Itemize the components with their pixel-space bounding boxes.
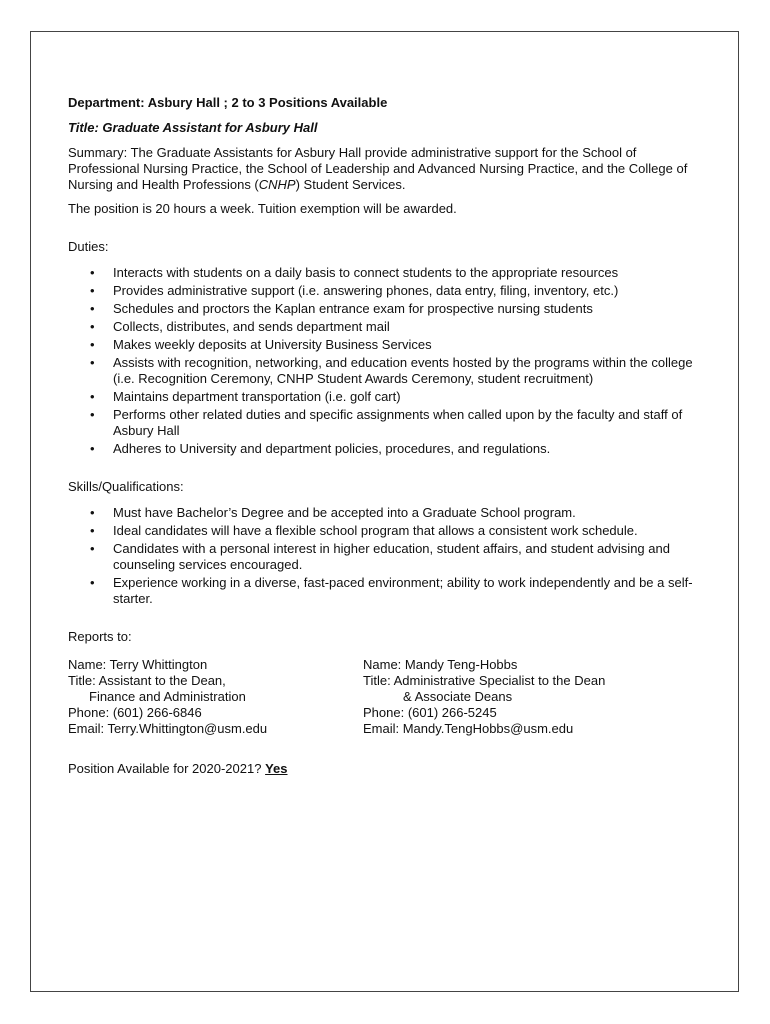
skill-item: • Candidates with a personal interest in higher education, student affairs, and student advising and counseling services encouraged. [113,541,708,573]
hours-paragraph: The position is 20 hours a week. Tuition exemption will be awarded. [68,201,457,216]
contact-terry-whittington [68,657,363,737]
department-heading: Department: Asbury Hall ; 2 to 3 Positions Available [68,95,388,110]
duty-item: • Makes weekly deposits at University Business Services [113,337,708,353]
duty-item: • Assists with recognition, networking, and education events hosted by the programs within the college (i.e. Recognition Ceremony, CNHP Student Awards Ceremony, student recruitment) [113,355,708,387]
contact-title: Title: Administrative Specialist to the Dean [363,673,606,688]
contact-email: Email: Mandy.TengHobbs@usm.edu [363,721,574,736]
duty-item: • Collects, distributes, and sends department mail [113,319,708,335]
summary-acronym: CNHP [258,177,296,192]
duty-item: • Provides administrative support (i.e. answering phones, data entry, filing, inventory, etc.) [113,283,708,299]
contact-phone: Phone: (601) 266-6846 [68,705,202,720]
contact-title: Title: Assistant to the Dean, [68,673,226,688]
document-page [30,31,739,992]
skill-item: • Must have Bachelor’s Degree and be accepted into a Graduate School program. [113,505,708,521]
summary-text: Summary: The Graduate Assistants for Asbury Hall provide administrative support for the School of Professional Nursing Practice, the School of Leadership and Advanced Nursing Practice, and the College of Nursing and Health Professions ( [68,145,688,192]
duty-item: • Schedules and proctors the Kaplan entrance exam for prospective nursing students [113,301,708,317]
availability-question: Position Available for 2020-2021? [68,761,262,776]
reports-label: Reports to: [68,629,132,644]
contact-title-cont: Finance and Administration [89,689,246,704]
summary-text-end: ) Student Services. [295,177,406,192]
contact-name: Name: Mandy Teng-Hobbs [363,657,518,672]
summary-paragraph [68,145,708,193]
availability-line [68,761,708,777]
contact-mandy-teng-hobbs [363,657,658,737]
document-content [68,95,708,777]
duty-item: • Adheres to University and department policies, procedures, and regulations. [113,441,708,457]
contact-name: Name: Terry Whittington [68,657,208,672]
skill-item: • Experience working in a diverse, fast-paced environment; ability to work independently and be a self-starter. [113,575,708,607]
skills-label: Skills/Qualifications: [68,479,184,494]
contact-email: Email: Terry.Whittington@usm.edu [68,721,268,736]
availability-answer: Yes [265,761,288,776]
duty-item: • Maintains department transportation (i.e. golf cart) [113,389,708,405]
duties-list [68,265,708,457]
skills-list [68,505,708,607]
skill-item: • Ideal candidates will have a flexible school program that allows a consistent work schedule. [113,523,708,539]
duties-label: Duties: [68,239,109,254]
duty-item: • Interacts with students on a daily basis to connect students to the appropriate resources [113,265,708,281]
duty-item: • Performs other related duties and specific assignments when called upon by the faculty and staff of Asbury Hall [113,407,708,439]
contact-title-cont: & Associate Deans [403,689,513,704]
position-title: Title: Graduate Assistant for Asbury Hall [68,120,318,135]
contact-phone: Phone: (601) 266-5245 [363,705,497,720]
reports-contacts [68,657,708,737]
